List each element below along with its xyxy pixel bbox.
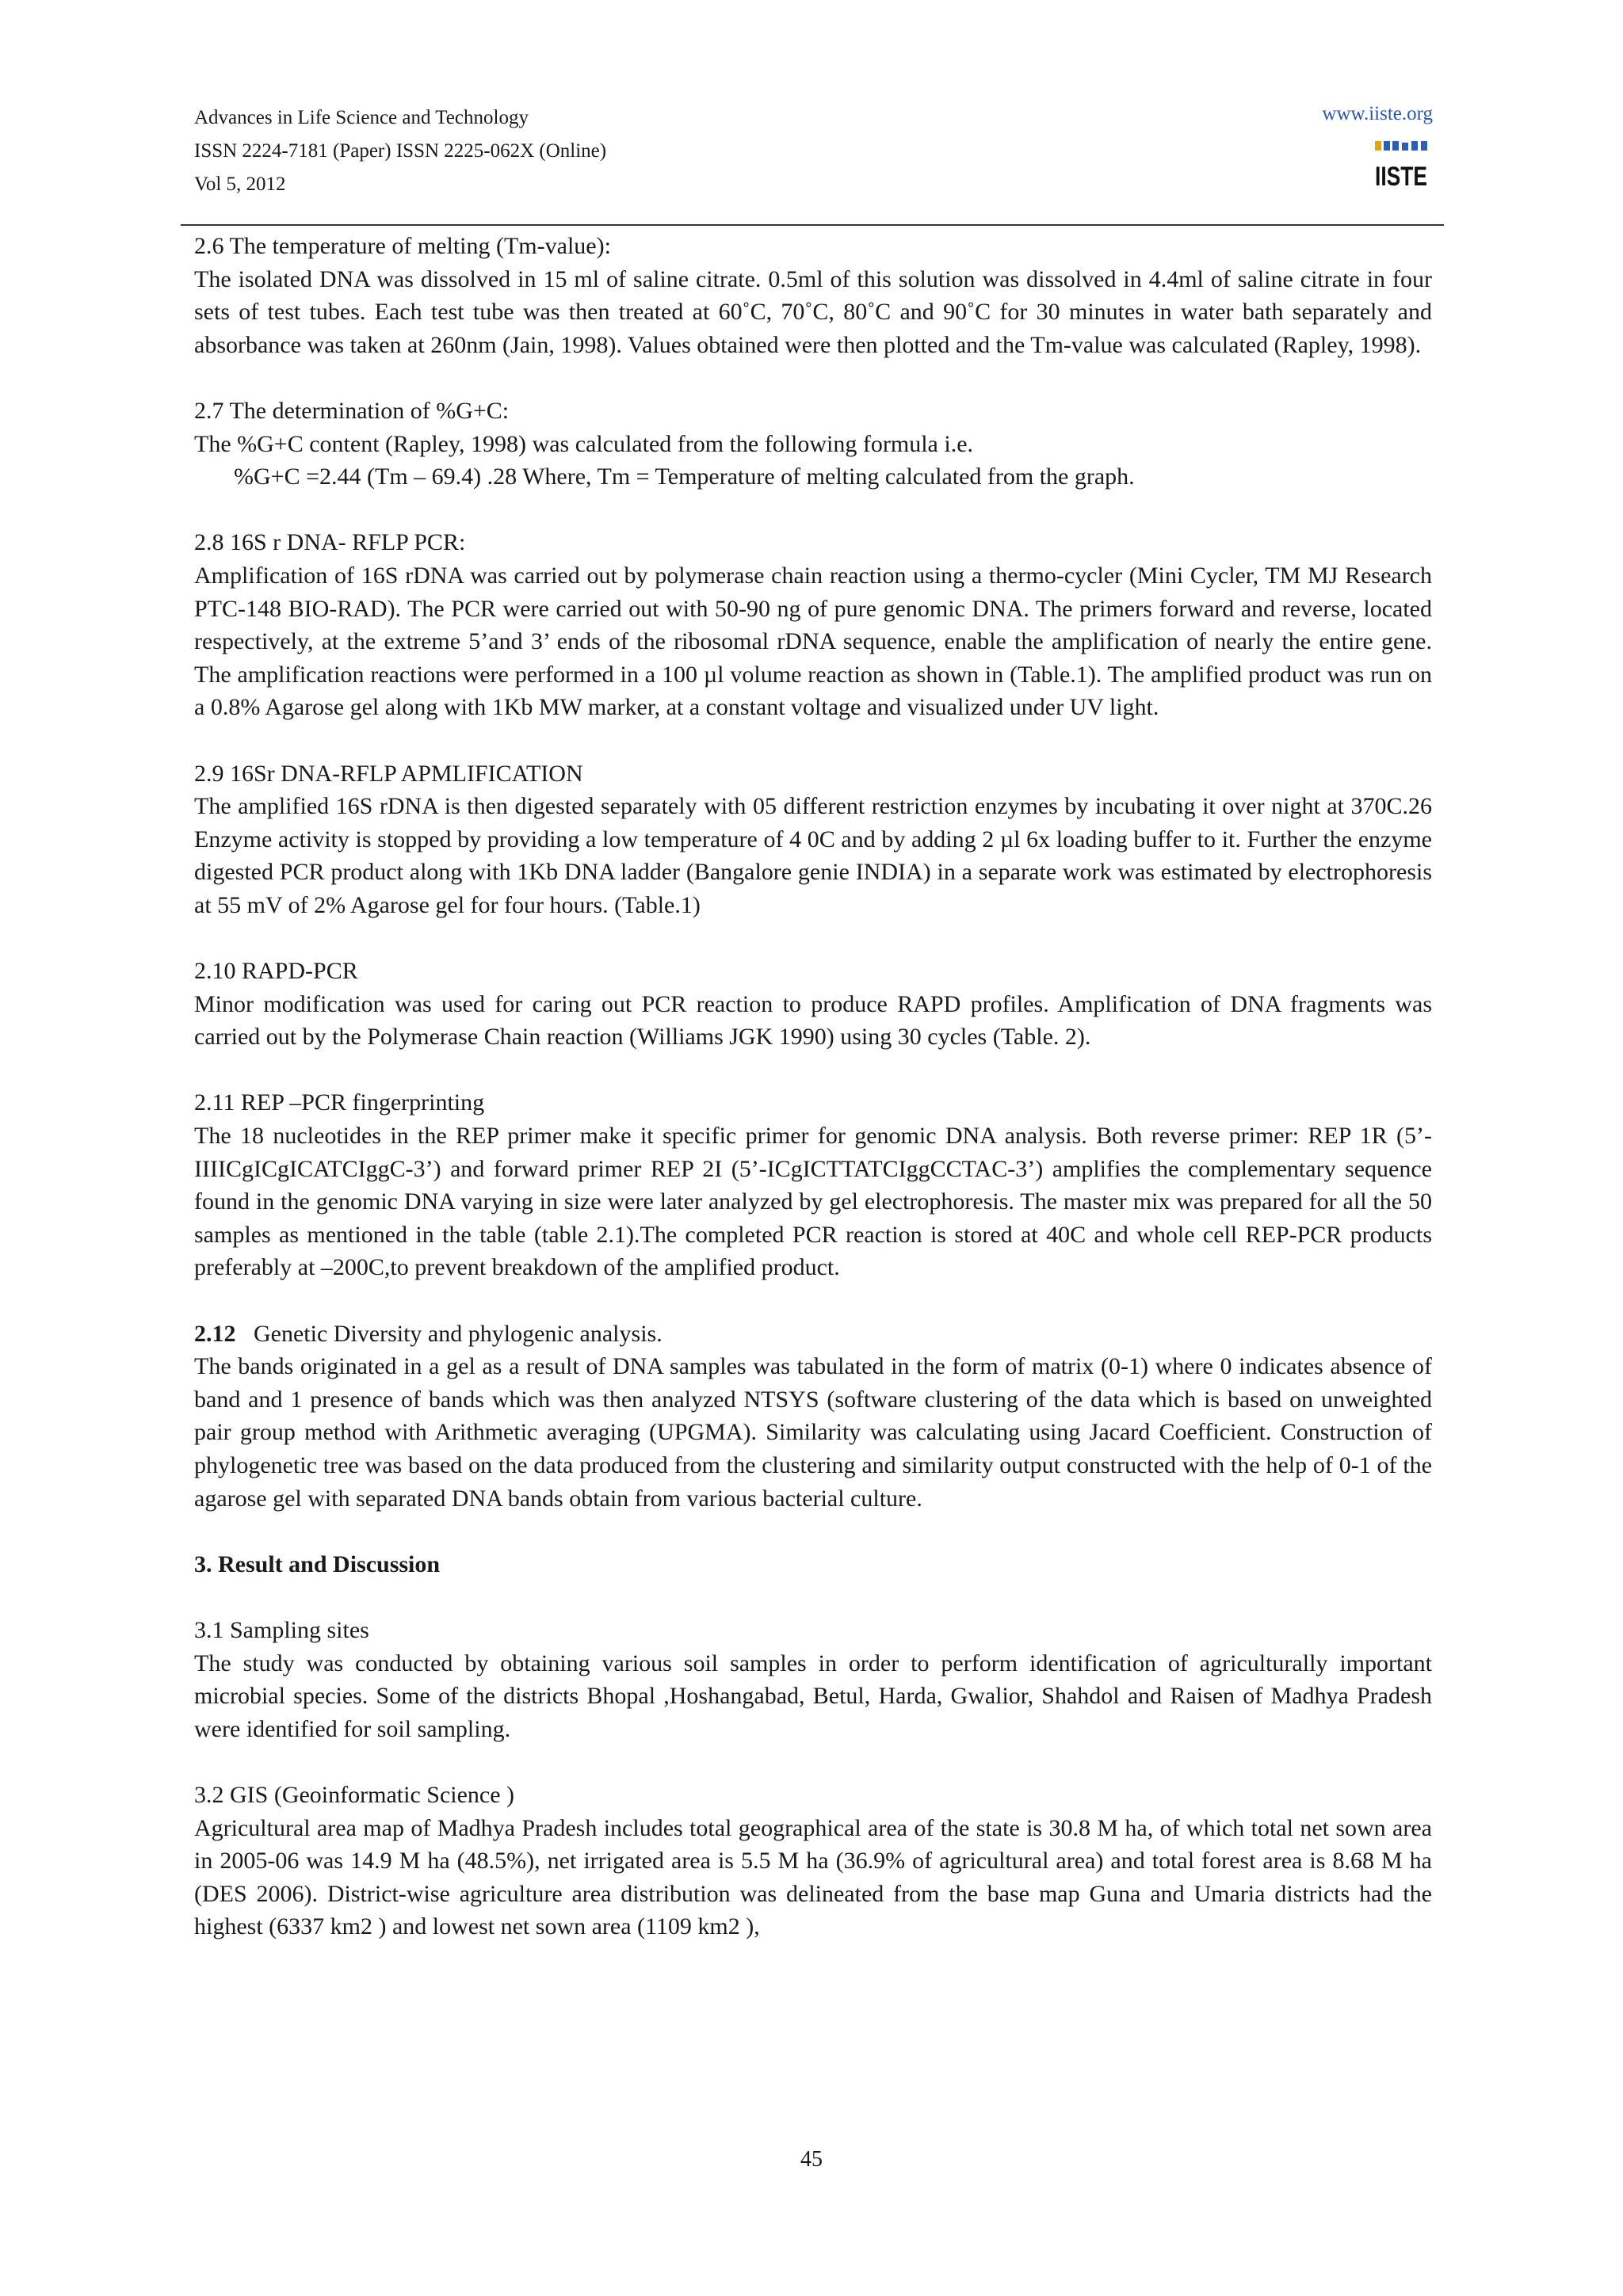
section-2-8-body: Amplification of 16S rDNA was carried out by polymerase chain reaction using a thermo-cycler (Mini Cycler, TM MJ Research PTC-148 BIO-RAD). The PCR were carried out with 50-90 ng of pure genomic DNA. The primers forward and reverse, located respectively, at the extreme 5’and 3’ ends of the ribosomal rDNA sequence, enable the amplification of nearly the entire gene. The amplification reactions were performed in a 100 µl volume reaction as shown in (Table.1). The amplified product was run on a 0.8% Agarose gel along with 1Kb MW marker, at a constant voltage and visualized under UV light. (194, 562, 1432, 721)
section-3-2-heading: 3.2 GIS (Geoinformatic Science ) (194, 1781, 515, 1808)
section-2-7-heading: 2.7 The determination of %G+C: (194, 397, 510, 424)
section-2-12-heading (194, 1318, 1432, 1351)
volume-line: Vol 5, 2012 (194, 174, 286, 195)
issn-line: ISSN 2224-7181 (Paper) ISSN 2225-062X (Online) (194, 140, 607, 162)
section-2-12-title: Genetic Diversity and phylogenic analysis. (254, 1320, 663, 1347)
journal-title: Advances in Life Science and Technology (194, 107, 529, 128)
header-divider (181, 224, 1444, 226)
section-2-6-heading: 2.6 The temperature of melting (Tm-value): (194, 233, 611, 259)
section-2-11-heading: 2.11 REP –PCR fingerprinting (194, 1089, 485, 1116)
section-2-8-heading: 2.8 16S r DNA- RFLP PCR: (194, 529, 466, 556)
section-2-10-body: Minor modification was used for caring out PCR reaction to produce RAPD profiles. Amplification of DNA fragments was carried out by the Polymerase Chain reaction (Williams JGK 1990) using 30 cycles (Table. 2). (194, 990, 1432, 1051)
page-body (194, 230, 1432, 1943)
section-2-9-heading: 2.9 16Sr DNA-RFLP APMLIFICATION (194, 760, 583, 787)
section-2-11-body: The 18 nucleotides in the REP primer make it specific primer for genomic DNA analysis. Both reverse primer: REP 1R (5’-IIIICgICgICATCIggC-3’) and forward primer REP 2I (5’-ICgICTTATCIggCCTAC-3’) amplifies the complementary sequence found in the genomic DNA varying in size were later analyzed by gel electrophoresis. The master mix was prepared for all the 50 samples as mentioned in the table (table 2.1).The completed PCR reaction is stored at 40C and whole cell REP-PCR products preferably at –200C,to prevent breakdown of the amplified product. (194, 1123, 1432, 1281)
gc-formula: %G+C =2.44 (Tm – 69.4) .28 Where, Tm = Temperature of melting calculated from the graph. (234, 463, 1135, 490)
iiste-logo-icon (1373, 139, 1429, 190)
page-number: 45 (800, 2147, 823, 2172)
section-2-12-body: The bands originated in a gel as a result of DNA samples was tabulated in the form of matrix (0-1) where 0 indicates absence of band and 1 presence of bands which was then analyzed NTSYS (software clustering of the data which is based on unweighted pair group method with Arithmetic averaging (UPGMA). Similarity was calculating using Jacard Coefficient. Construction of phylogenetic tree was based on the data produced from the clustering and similarity output constructed with the help of 0-1 of the agarose gel with separated DNA bands obtain from various bacterial culture. (194, 1353, 1432, 1512)
section-3-1-body: The study was conducted by obtaining various soil samples in order to perform identification of agriculturally important microbial species. Some of the districts Bhopal ,Hoshangabad, Betul, Harda, Gwalior, Shahdol and Raisen of Madhya Pradesh were identified for soil sampling. (194, 1650, 1432, 1742)
section-3-1-heading: 3.1 Sampling sites (194, 1616, 369, 1643)
section-3-2-body: Agricultural area map of Madhya Pradesh includes total geographical area of the state is 30.8 M ha, of which total net sown area in 2005-06 was 14.9 M ha (48.5%), net irrigated area is 5.5 M ha (36.9% of agricultural area) and total forest area is 8.68 M ha (DES 2006). District-wise agriculture area distribution was delineated from the base map Guna and Umaria districts had the highest (6337 km2 ) and lowest net sown area (1109 km2 ), (194, 1814, 1432, 1940)
journal-url-link[interactable]: www.iiste.org (1322, 103, 1433, 124)
section-2-9-body: The amplified 16S rDNA is then digested separately with 05 different restriction enzymes by incubating it over night at 370C.26 Enzyme activity is stopped by providing a low temperature of 4 0C and by adding 2 µl 6x loading buffer to it. Further the enzyme digested PCR product along with 1Kb DNA ladder (Bangalore genie INDIA) in a separate work was estimated by electrophoresis at 55 mV of 2% Agarose gel for four hours. (Table.1) (194, 793, 1432, 918)
running-header (194, 101, 606, 201)
svg-text:IISTE: IISTE (1375, 162, 1427, 192)
section-2-10-heading: 2.10 RAPD-PCR (194, 958, 358, 985)
section-2-6-body: The isolated DNA was dissolved in 15 ml of saline citrate. 0.5ml of this solution was dissolved in 4.4ml of saline citrate in four sets of test tubes. Each test tube was then treated at 60˚C, 70˚C, 80˚C and 90˚C for 30 minutes in water bath separately and absorbance was taken at 260nm (Jain, 1998). Values obtained were then plotted and the Tm-value was calculated (Rapley, 1998). (194, 265, 1432, 358)
section-2-7-body: The %G+C content (Rapley, 1998) was calculated from the following formula i.e. (194, 430, 974, 457)
section-3-heading: 3. Result and Discussion (194, 1550, 441, 1577)
section-2-12-number: 2.12 (194, 1320, 236, 1347)
